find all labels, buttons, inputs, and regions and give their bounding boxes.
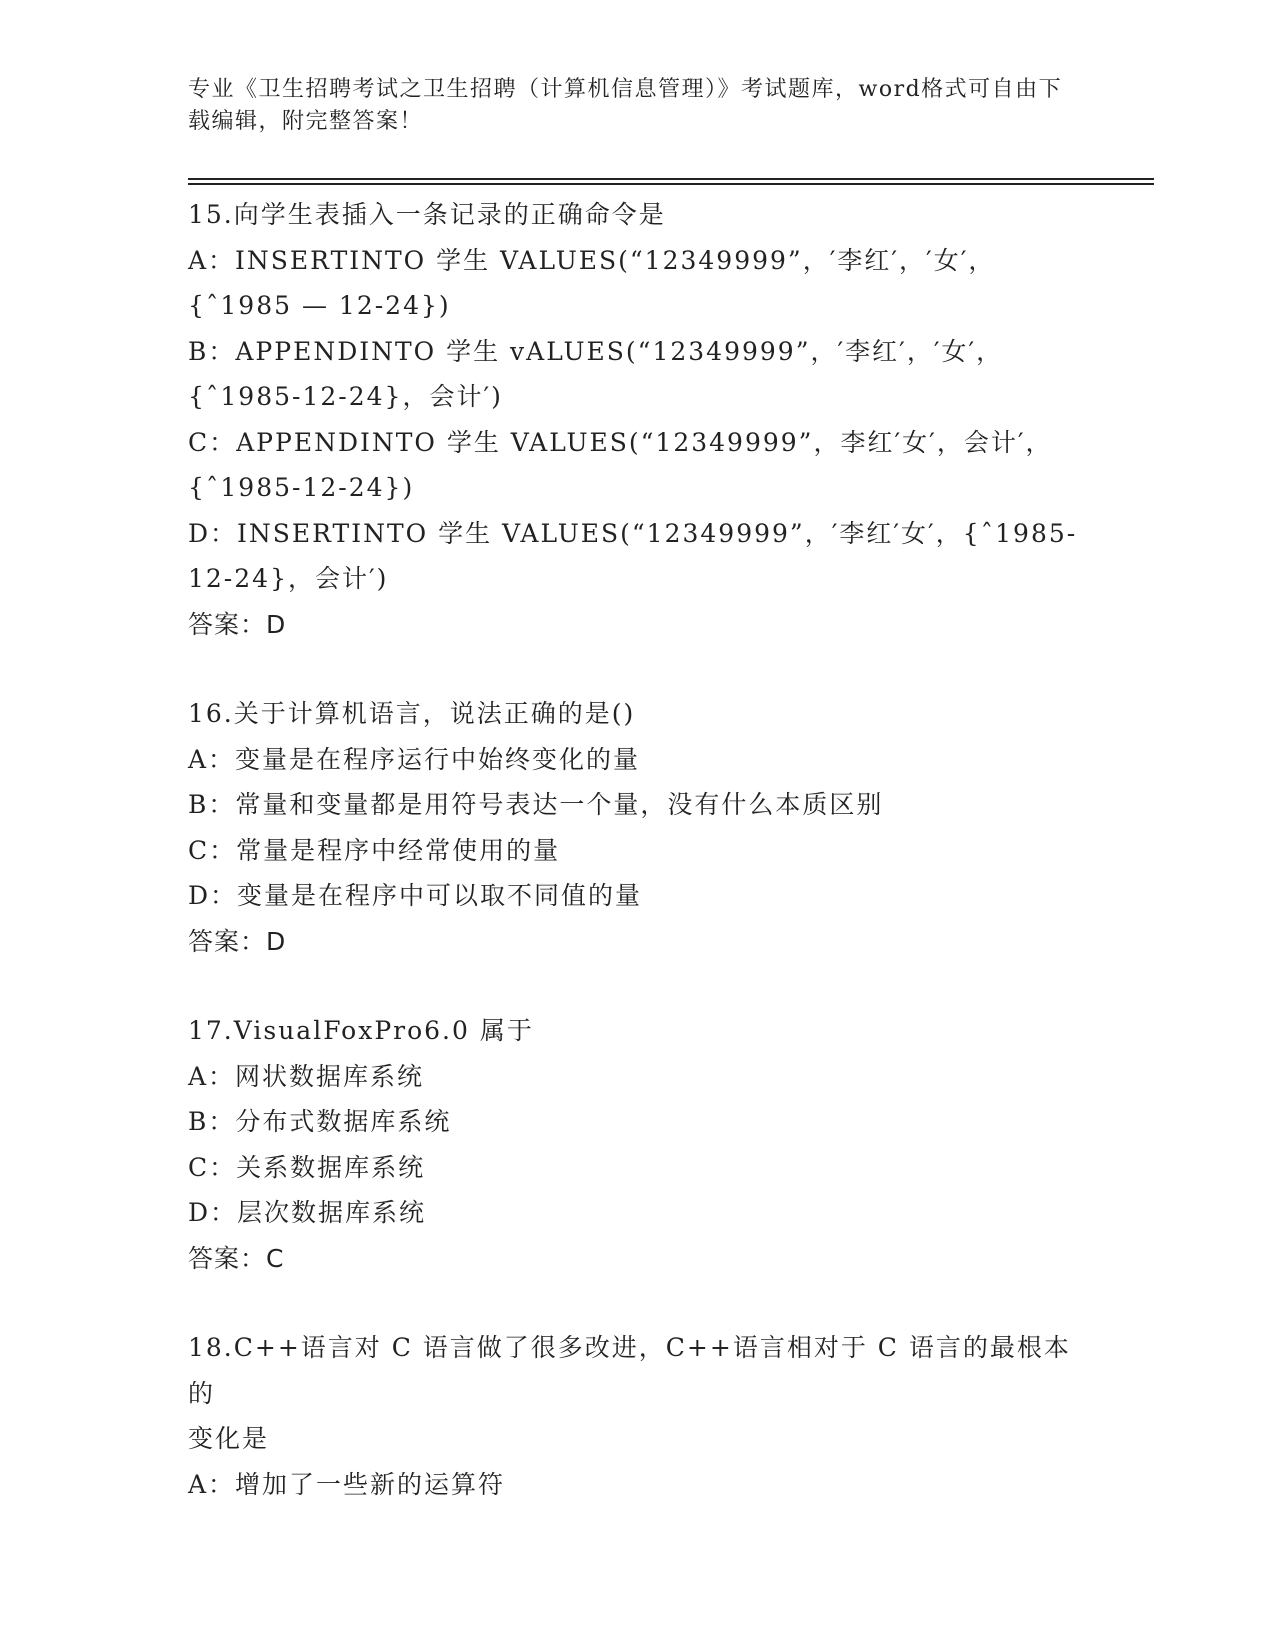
question-stem: 15.向学生表插入一条记录的正确命令是 — [188, 200, 666, 229]
option-d: D：INSERTINTO 学生 VALUES(“12349999”，′李红′女′，{ˆ1985- — [188, 518, 1078, 548]
question-16 — [188, 691, 1088, 964]
option-c: C：常量是程序中经常使用的量 — [188, 835, 561, 865]
question-list — [188, 192, 1088, 1551]
option-a: A：网状数据库系统 — [188, 1061, 425, 1091]
question-17 — [188, 1008, 1088, 1281]
header-divider-top — [188, 178, 1154, 180]
option-c-continued: {ˆ1985-12-24}) — [188, 473, 415, 502]
answer-line: 答案：D — [188, 926, 287, 956]
option-a: A：变量是在程序运行中始终变化的量 — [188, 744, 641, 774]
option-b: B：常量和变量都是用符号表达一个量，没有什么本质区别 — [188, 790, 884, 819]
option-c: C：关系数据库系统 — [188, 1152, 426, 1182]
option-a: A：INSERTINTO 学生 VALUES(“12349999”，′李红′，′女′， — [188, 245, 996, 275]
question-stem: 16.关于计算机语言，说法正确的是() — [188, 699, 636, 728]
header-divider-bottom — [188, 183, 1154, 185]
question-18 — [188, 1325, 1088, 1507]
option-b-continued: {ˆ1985-12-24}，会计′) — [188, 382, 503, 411]
answer-line: 答案：C — [188, 1243, 285, 1273]
option-b: B：分布式数据库系统 — [188, 1107, 452, 1136]
option-a-continued: {ˆ1985 — 12-24}) — [188, 291, 451, 320]
question-stem: 18.C++语言对 C 语言做了很多改进，C++语言相对于 C 语言的最根本的 — [188, 1333, 1071, 1408]
option-d: D：变量是在程序中可以取不同值的量 — [188, 881, 643, 910]
option-d-continued: 12-24}，会计′) — [188, 564, 389, 593]
option-d: D：层次数据库系统 — [188, 1198, 427, 1227]
option-a: A：增加了一些新的运算符 — [188, 1469, 506, 1499]
answer-line: 答案：D — [188, 609, 287, 639]
question-stem-continued: 变化是 — [188, 1424, 270, 1453]
document-header: 专业《卫生招聘考试之卫生招聘（计算机信息管理）》考试题库，word格式可自由下载编辑，附完整答案！ — [188, 77, 1063, 134]
option-b: B：APPENDINTO 学生 vALUES(“12349999”，′李红′，′女′， — [188, 336, 1004, 366]
question-15 — [188, 192, 1088, 647]
option-c: C：APPENDINTO 学生 VALUES(“12349999”，李红′女′，会计′， — [188, 427, 1053, 457]
question-stem: 17.VisualFoxPro6.0 属于 — [188, 1016, 534, 1045]
